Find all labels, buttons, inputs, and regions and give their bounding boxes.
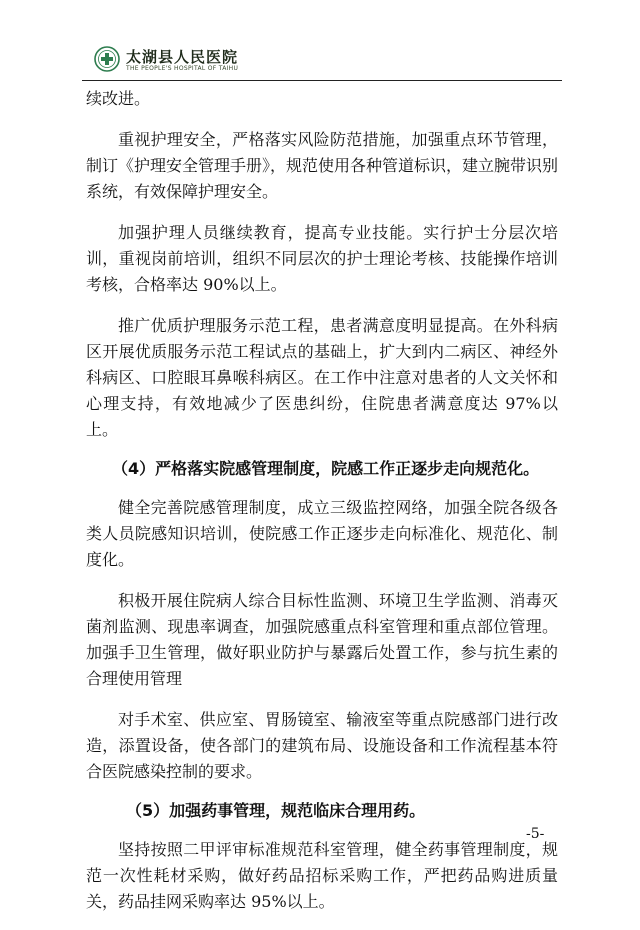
page-header: [82, 44, 562, 82]
hospital-cross-logo-icon: [94, 46, 120, 72]
continuation-text: 续改进。: [86, 89, 151, 108]
document-body: [86, 86, 558, 930]
paragraph-department-renovation: 对手术室、供应室、胃肠镜室、输液室等重点院感部门进行改造，添置设备，使各部门的建筑布局、设施设备和工作流程基本符合医院感染控制的要求。: [86, 710, 558, 781]
page-number: -5-: [526, 826, 545, 842]
paragraph-quality-service: 推广优质护理服务示范工程，患者满意度明显提高。在外科病区开展优质服务示范工程试点的基础上，扩大到内二病区、神经外科病区、口腔眼耳鼻喉科病区。在工作中注意对患者的人文关怀和心理支持，有效地减少了医患纠纷，住院患者满意度达 97%以上。: [86, 316, 558, 439]
section-heading-pharmacy: （5）加强药事管理，规范临床合理用药。: [126, 801, 426, 820]
header-divider: [82, 80, 562, 81]
paragraph-nursing-safety: 重视护理安全，严格落实风险防范措施，加强重点环节管理，制订《护理安全管理手册》，规范使用各种管道标识，建立腕带识别系统，有效保障护理安全。: [86, 130, 559, 201]
paragraph-infection-monitoring: 积极开展住院病人综合目标性监测、环境卫生学监测、消毒灭菌剂监测、现患率调查，加强院感重点科室管理和重点部位管理。加强手卫生管理，做好职业防护与暴露后处置工作，参与抗生素的合理使用管理: [86, 591, 558, 688]
paragraph-nursing-training: 加强护理人员继续教育，提高专业技能。实行护士分层次培训，重视岗前培训，组织不同层次的护士理论考核、技能操作培训考核，合格率达 90%以上。: [86, 223, 558, 294]
paragraph-infection-system: 健全完善院感管理制度，成立三级监控网络，加强全院各级各类人员院感知识培训，使院感工作正逐步走向标准化、规范化、制度化。: [86, 498, 558, 569]
paragraph-pharmacy-management: 坚持按照二甲评审标准规范科室管理，健全药事管理制度，规范一次性耗材采购，做好药品招标采购工作，严把药品购进质量关，药品挂网采购率达 95%以上。: [86, 840, 558, 911]
hospital-name-english: THE PEOPLE'S HOSPITAL OF TAIHU: [126, 65, 239, 72]
section-heading-infection-control: （4）严格落实院感管理制度，院感工作正逐步走向规范化。: [112, 459, 540, 478]
hospital-name: 太湖县人民医院: [126, 48, 239, 66]
